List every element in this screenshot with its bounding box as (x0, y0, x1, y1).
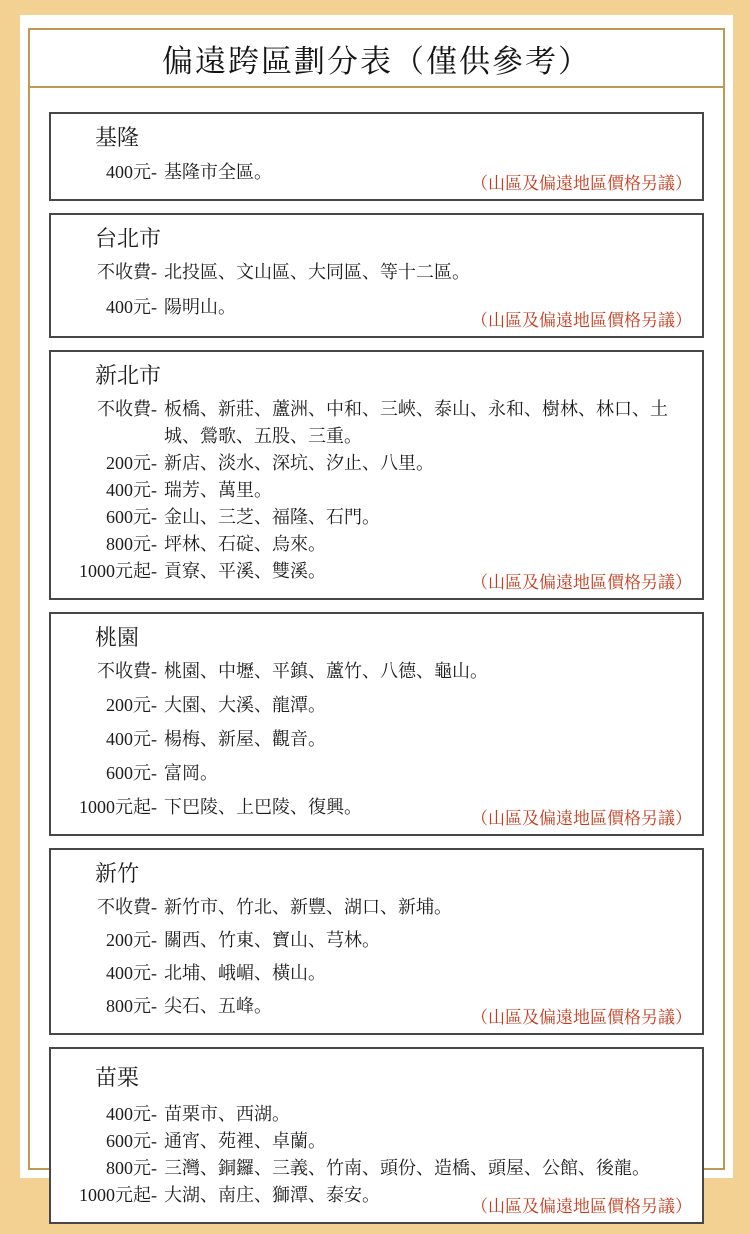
sections (30, 88, 723, 1234)
area-list: 北埔、峨嵋、橫山。 (164, 963, 326, 983)
price-row (59, 894, 694, 921)
price-row (59, 504, 694, 531)
area-list: 新店、淡水、深坑、汐止、八里。 (164, 453, 434, 473)
price-label: 800元- (106, 534, 157, 554)
remote-area-note: （山區及偏遠地區價格另議） (471, 1008, 692, 1027)
price-label: 800元- (106, 996, 157, 1016)
price-label: 1000元起- (79, 1185, 157, 1205)
price-label: 200元- (106, 695, 157, 715)
price-row (59, 658, 694, 685)
area-list: 富岡。 (164, 763, 218, 783)
price-label: 1000元起- (79, 797, 157, 817)
price-label: 400元- (106, 480, 157, 500)
price-row (59, 1155, 694, 1182)
area-list: 楊梅、新屋、觀音。 (164, 729, 326, 749)
area-list: 坪林、石碇、烏來。 (164, 534, 326, 554)
price-label: 400元- (106, 729, 157, 749)
price-label: 200元- (106, 453, 157, 473)
area-list: 陽明山。 (164, 297, 236, 317)
price-label: 200元- (106, 930, 157, 950)
zone-rows (59, 658, 694, 821)
price-label: 不收費- (97, 262, 157, 282)
price-label: 不收費- (97, 897, 157, 917)
price-label: 400元- (106, 162, 157, 182)
price-label: 不收費- (97, 661, 157, 681)
remote-area-note: （山區及偏遠地區價格另議） (471, 1197, 692, 1216)
price-row (59, 1101, 694, 1128)
price-row (59, 396, 694, 450)
price-row (59, 531, 694, 558)
area-list: 貢寮、平溪、雙溪。 (164, 561, 326, 581)
zone-name: 苗栗 (95, 1065, 140, 1090)
area-list: 桃園、中壢、平鎮、蘆竹、八德、龜山。 (164, 661, 488, 681)
price-label: 不收費- (97, 399, 157, 419)
area-list: 大園、大溪、龍潭。 (164, 695, 326, 715)
zone-section (49, 350, 704, 600)
zone-section (49, 112, 704, 201)
area-list: 金山、三芝、福隆、石門。 (164, 507, 380, 527)
area-list: 通宵、苑裡、卓蘭。 (164, 1131, 326, 1151)
area-list: 北投區、文山區、大同區、等十二區。 (164, 262, 470, 282)
zone-name: 新北市 (95, 363, 162, 388)
area-list: 三灣、銅鑼、三義、竹南、頭份、造橋、頭屋、公館、後龍。 (164, 1158, 650, 1178)
price-row (59, 692, 694, 719)
price-label: 400元- (106, 1104, 157, 1124)
remote-area-note: （山區及偏遠地區價格另議） (471, 174, 692, 193)
area-list: 新竹市、竹北、新豐、湖口、新埔。 (164, 897, 452, 917)
area-list: 板橋、新莊、蘆洲、中和、三峽、泰山、永和、樹林、林口、土城、鶯歌、五股、三重。 (164, 399, 668, 446)
white-panel (20, 15, 733, 1216)
price-row (59, 259, 694, 286)
zone-rows (59, 894, 694, 1020)
zone-name: 新竹 (95, 861, 140, 886)
area-list: 關西、竹東、寶山、芎林。 (164, 930, 380, 950)
area-list: 尖石、五峰。 (164, 996, 272, 1016)
zone-name: 桃園 (95, 625, 140, 650)
price-row (59, 726, 694, 753)
zone-rows (59, 1101, 694, 1209)
price-label: 600元- (106, 763, 157, 783)
price-label: 600元- (106, 507, 157, 527)
remote-area-note: （山區及偏遠地區價格另議） (471, 809, 692, 828)
remote-area-note: （山區及偏遠地區價格另議） (471, 573, 692, 592)
price-label: 400元- (106, 963, 157, 983)
zone-section (49, 213, 704, 338)
price-row (59, 1128, 694, 1155)
price-row (59, 960, 694, 987)
zone-section (49, 612, 704, 836)
price-row (59, 477, 694, 504)
area-list: 基隆市全區。 (164, 162, 272, 182)
price-row (59, 450, 694, 477)
zone-rows (59, 396, 694, 585)
page-title: 偏遠跨區劃分表（僅供參考） (162, 43, 591, 79)
price-label: 600元- (106, 1131, 157, 1151)
price-row (59, 927, 694, 954)
title-bar (30, 30, 723, 88)
area-list: 瑞芳、萬里。 (164, 480, 272, 500)
zone-section (49, 848, 704, 1035)
zone-name: 台北市 (95, 226, 162, 251)
gold-frame (28, 28, 725, 1216)
price-label: 400元- (106, 297, 157, 317)
zone-name: 基隆 (95, 125, 140, 150)
area-list: 下巴陵、上巴陵、復興。 (164, 797, 362, 817)
area-list: 苗栗市、西湖。 (164, 1104, 290, 1124)
price-label: 800元- (106, 1158, 157, 1178)
price-label: 1000元起- (79, 561, 157, 581)
price-row (59, 760, 694, 787)
remote-area-note: （山區及偏遠地區價格另議） (471, 311, 692, 330)
zone-section (49, 1047, 704, 1224)
area-list: 大湖、南庄、獅潭、泰安。 (164, 1185, 380, 1205)
